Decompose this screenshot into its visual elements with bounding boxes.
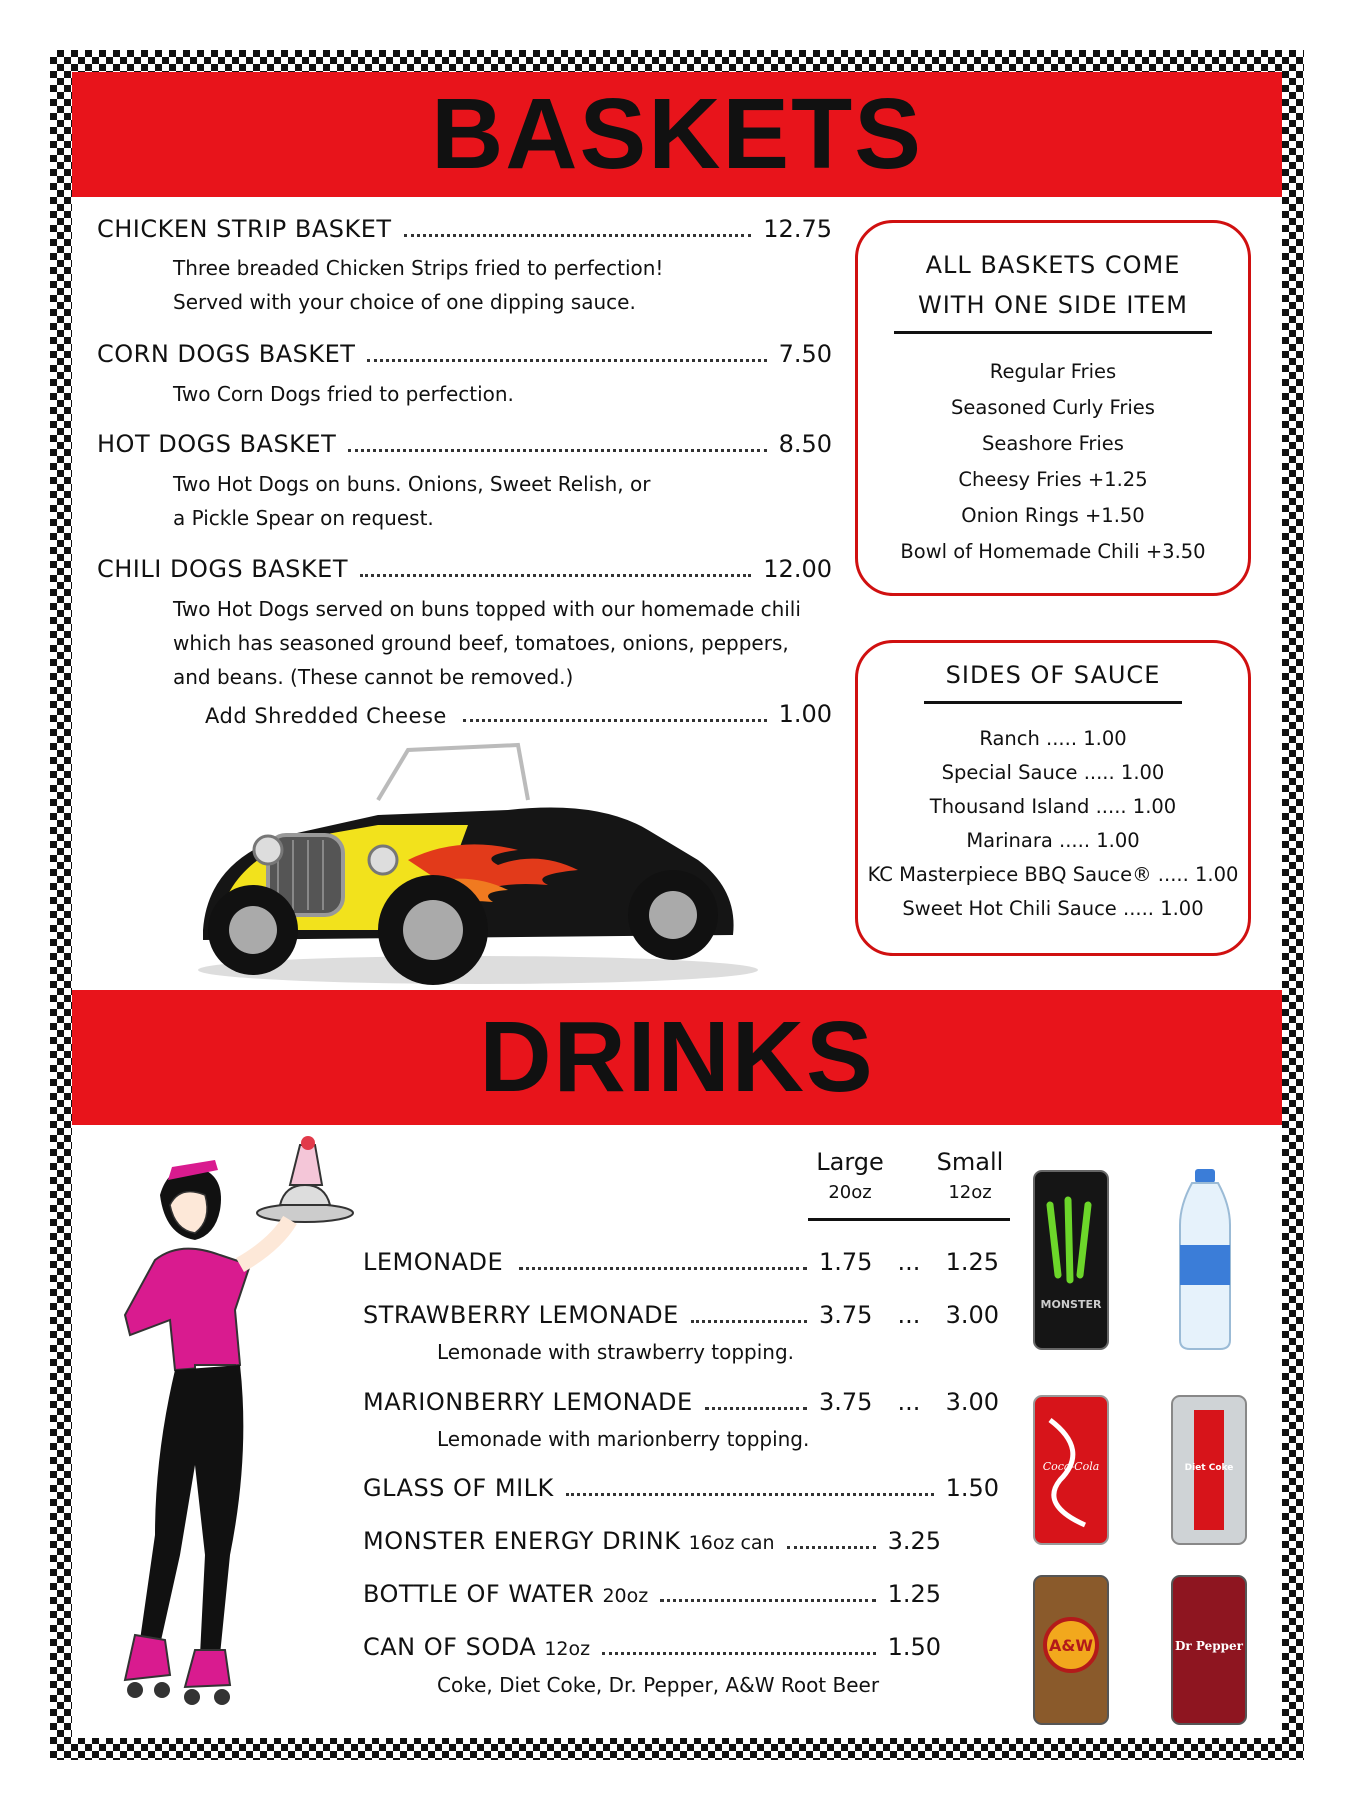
leader-dots (348, 449, 766, 452)
sauce-item: Marinara ..... 1.00 (966, 829, 1140, 852)
column-size: 12oz (948, 1182, 992, 1203)
price-small: 1.25 (945, 1248, 999, 1276)
leader-dots (787, 1546, 876, 1549)
sauce-item: KC Masterpiece BBQ Sauce® ..... 1.00 (867, 863, 1239, 886)
drinks-title: DRINKS (479, 1001, 875, 1113)
description-line: Three breaded Chicken Strips fried to perfection! (173, 256, 664, 280)
price-large: 3.75 (819, 1388, 873, 1416)
price-small: 3.00 (945, 1388, 999, 1416)
item-name: MARIONBERRY LEMONADE (363, 1388, 693, 1416)
item-name: STRAWBERRY LEMONADE (363, 1301, 679, 1329)
box-title-line: ALL BASKETS COME (925, 251, 1181, 279)
column-size: 20oz (828, 1182, 872, 1203)
size-text: 16oz can (688, 1532, 775, 1554)
description-line: Served with your choice of one dipping sauce. (173, 290, 636, 314)
item-name: CORN DOGS BASKET (97, 340, 356, 368)
price-separator: ... (897, 1388, 921, 1416)
box-title-line: WITH ONE SIDE ITEM (918, 291, 1188, 319)
sauce-item: Sweet Hot Chili Sauce ..... 1.00 (902, 897, 1204, 920)
leader-dots (602, 1652, 875, 1655)
drink-item-monster (363, 1527, 941, 1555)
item-name: LEMONADE (363, 1248, 504, 1276)
can-label: A&W (1049, 1636, 1093, 1655)
item-price: 1.25 (887, 1580, 941, 1608)
description-line: and beans. (These cannot be removed.) (173, 665, 574, 689)
water-bottle-image (1170, 1165, 1240, 1355)
drink-item-water (363, 1580, 941, 1608)
name-text: CAN OF SODA (363, 1633, 537, 1661)
drink-item-marionberry-lemonade (363, 1388, 999, 1416)
item-name: GLASS OF MILK (363, 1474, 554, 1502)
can-label: Coca-Cola (1042, 1460, 1100, 1473)
item-price: 3.25 (887, 1527, 941, 1555)
aw-root-beer-can-image (1030, 1570, 1112, 1730)
box-title-rule (924, 701, 1182, 704)
roller-skate-waitress-image (100, 1135, 360, 1735)
addon-price: 1.00 (778, 700, 832, 728)
item-price: 1.50 (945, 1474, 999, 1502)
item-description (173, 377, 514, 411)
menu-addon-cheese (205, 700, 832, 728)
diet-coke-can-image (1168, 1390, 1250, 1550)
drink-item-lemonade (363, 1248, 999, 1276)
drink-item-soda (363, 1633, 941, 1661)
price-separator: ... (897, 1248, 921, 1276)
menu-item-chicken-strip (97, 215, 832, 243)
can-label: Dr Pepper (1175, 1639, 1243, 1653)
column-label: Small (936, 1148, 1004, 1176)
item-name: HOT DOGS BASKET (97, 430, 337, 458)
drinks-banner (72, 990, 1282, 1125)
leader-dots (367, 359, 766, 362)
drink-item-milk (363, 1474, 999, 1502)
can-label: Diet Coke (1184, 1463, 1234, 1473)
side-item: Onion Rings +1.50 (961, 504, 1145, 527)
leader-dots (705, 1407, 807, 1410)
item-name (363, 1580, 648, 1608)
price-small: 3.00 (945, 1301, 999, 1329)
name-text: BOTTLE OF WATER (363, 1580, 595, 1608)
item-description: Lemonade with marionberry topping. (437, 1427, 810, 1451)
description-line: a Pickle Spear on request. (173, 506, 434, 530)
can-label: MONSTER (1040, 1298, 1102, 1311)
sauce-item: Thousand Island ..... 1.00 (929, 795, 1177, 818)
item-description: Coke, Diet Coke, Dr. Pepper, A&W Root Beer (437, 1673, 880, 1697)
leader-dots (404, 234, 752, 237)
leader-dots (660, 1599, 875, 1602)
drink-item-strawberry-lemonade (363, 1301, 999, 1329)
column-header-rule (808, 1218, 1010, 1221)
size-text: 20oz (602, 1585, 649, 1607)
item-price: 7.50 (778, 340, 832, 368)
leader-dots (691, 1320, 807, 1323)
description-line: Two Hot Dogs served on buns topped with our homemade chili (173, 597, 801, 621)
monster-energy-can-image (1030, 1165, 1112, 1355)
item-name: CHICKEN STRIP BASKET (97, 215, 392, 243)
dr-pepper-can-image (1168, 1570, 1250, 1730)
side-item: Regular Fries (989, 360, 1117, 383)
price-large: 1.75 (819, 1248, 873, 1276)
item-price: 1.50 (887, 1633, 941, 1661)
description-line: which has seasoned ground beef, tomatoes, onions, peppers, (173, 631, 789, 655)
description-line: Two Hot Dogs on buns. Onions, Sweet Relish, or (173, 472, 651, 496)
addon-name: Add Shredded Cheese (205, 704, 447, 728)
menu-item-hot-dogs (97, 430, 832, 458)
side-items-box (855, 220, 1251, 596)
side-item: Bowl of Homemade Chili +3.50 (900, 540, 1206, 563)
sauce-item: Ranch ..... 1.00 (979, 727, 1127, 750)
side-item: Cheesy Fries +1.25 (958, 468, 1148, 491)
coca-cola-can-image (1030, 1390, 1112, 1550)
baskets-banner (72, 72, 1282, 197)
item-name: CHILI DOGS BASKET (97, 555, 348, 583)
box-title: SIDES OF SAUCE (945, 661, 1161, 689)
item-price: 12.75 (763, 215, 832, 243)
description-line: Two Corn Dogs fried to perfection. (173, 382, 514, 406)
menu-item-chili-dogs (97, 555, 832, 583)
hot-rod-car-image (178, 740, 768, 990)
name-text: MONSTER ENERGY DRINK (363, 1527, 681, 1555)
box-title-rule (894, 331, 1212, 334)
leader-dots (360, 574, 751, 577)
item-price: 12.00 (763, 555, 832, 583)
item-description (173, 592, 801, 694)
sauce-item: Special Sauce ..... 1.00 (941, 761, 1165, 784)
side-item: Seashore Fries (982, 432, 1124, 455)
leader-dots (566, 1493, 934, 1496)
item-name (363, 1527, 775, 1555)
item-description (173, 467, 650, 535)
price-large: 3.75 (819, 1301, 873, 1329)
column-header-small (930, 1148, 1010, 1203)
item-price: 8.50 (778, 430, 832, 458)
size-text: 12oz (544, 1638, 591, 1660)
leader-dots (519, 1267, 807, 1270)
sauce-box (855, 640, 1251, 956)
price-separator: ... (897, 1301, 921, 1329)
item-description: Lemonade with strawberry topping. (437, 1340, 795, 1364)
column-label: Large (816, 1148, 884, 1176)
item-description (173, 251, 663, 319)
side-item: Seasoned Curly Fries (951, 396, 1155, 419)
column-header-large (810, 1148, 890, 1203)
menu-item-corn-dogs (97, 340, 832, 368)
item-name (363, 1633, 590, 1661)
leader-dots (463, 719, 767, 722)
baskets-title: BASKETS (431, 78, 923, 190)
